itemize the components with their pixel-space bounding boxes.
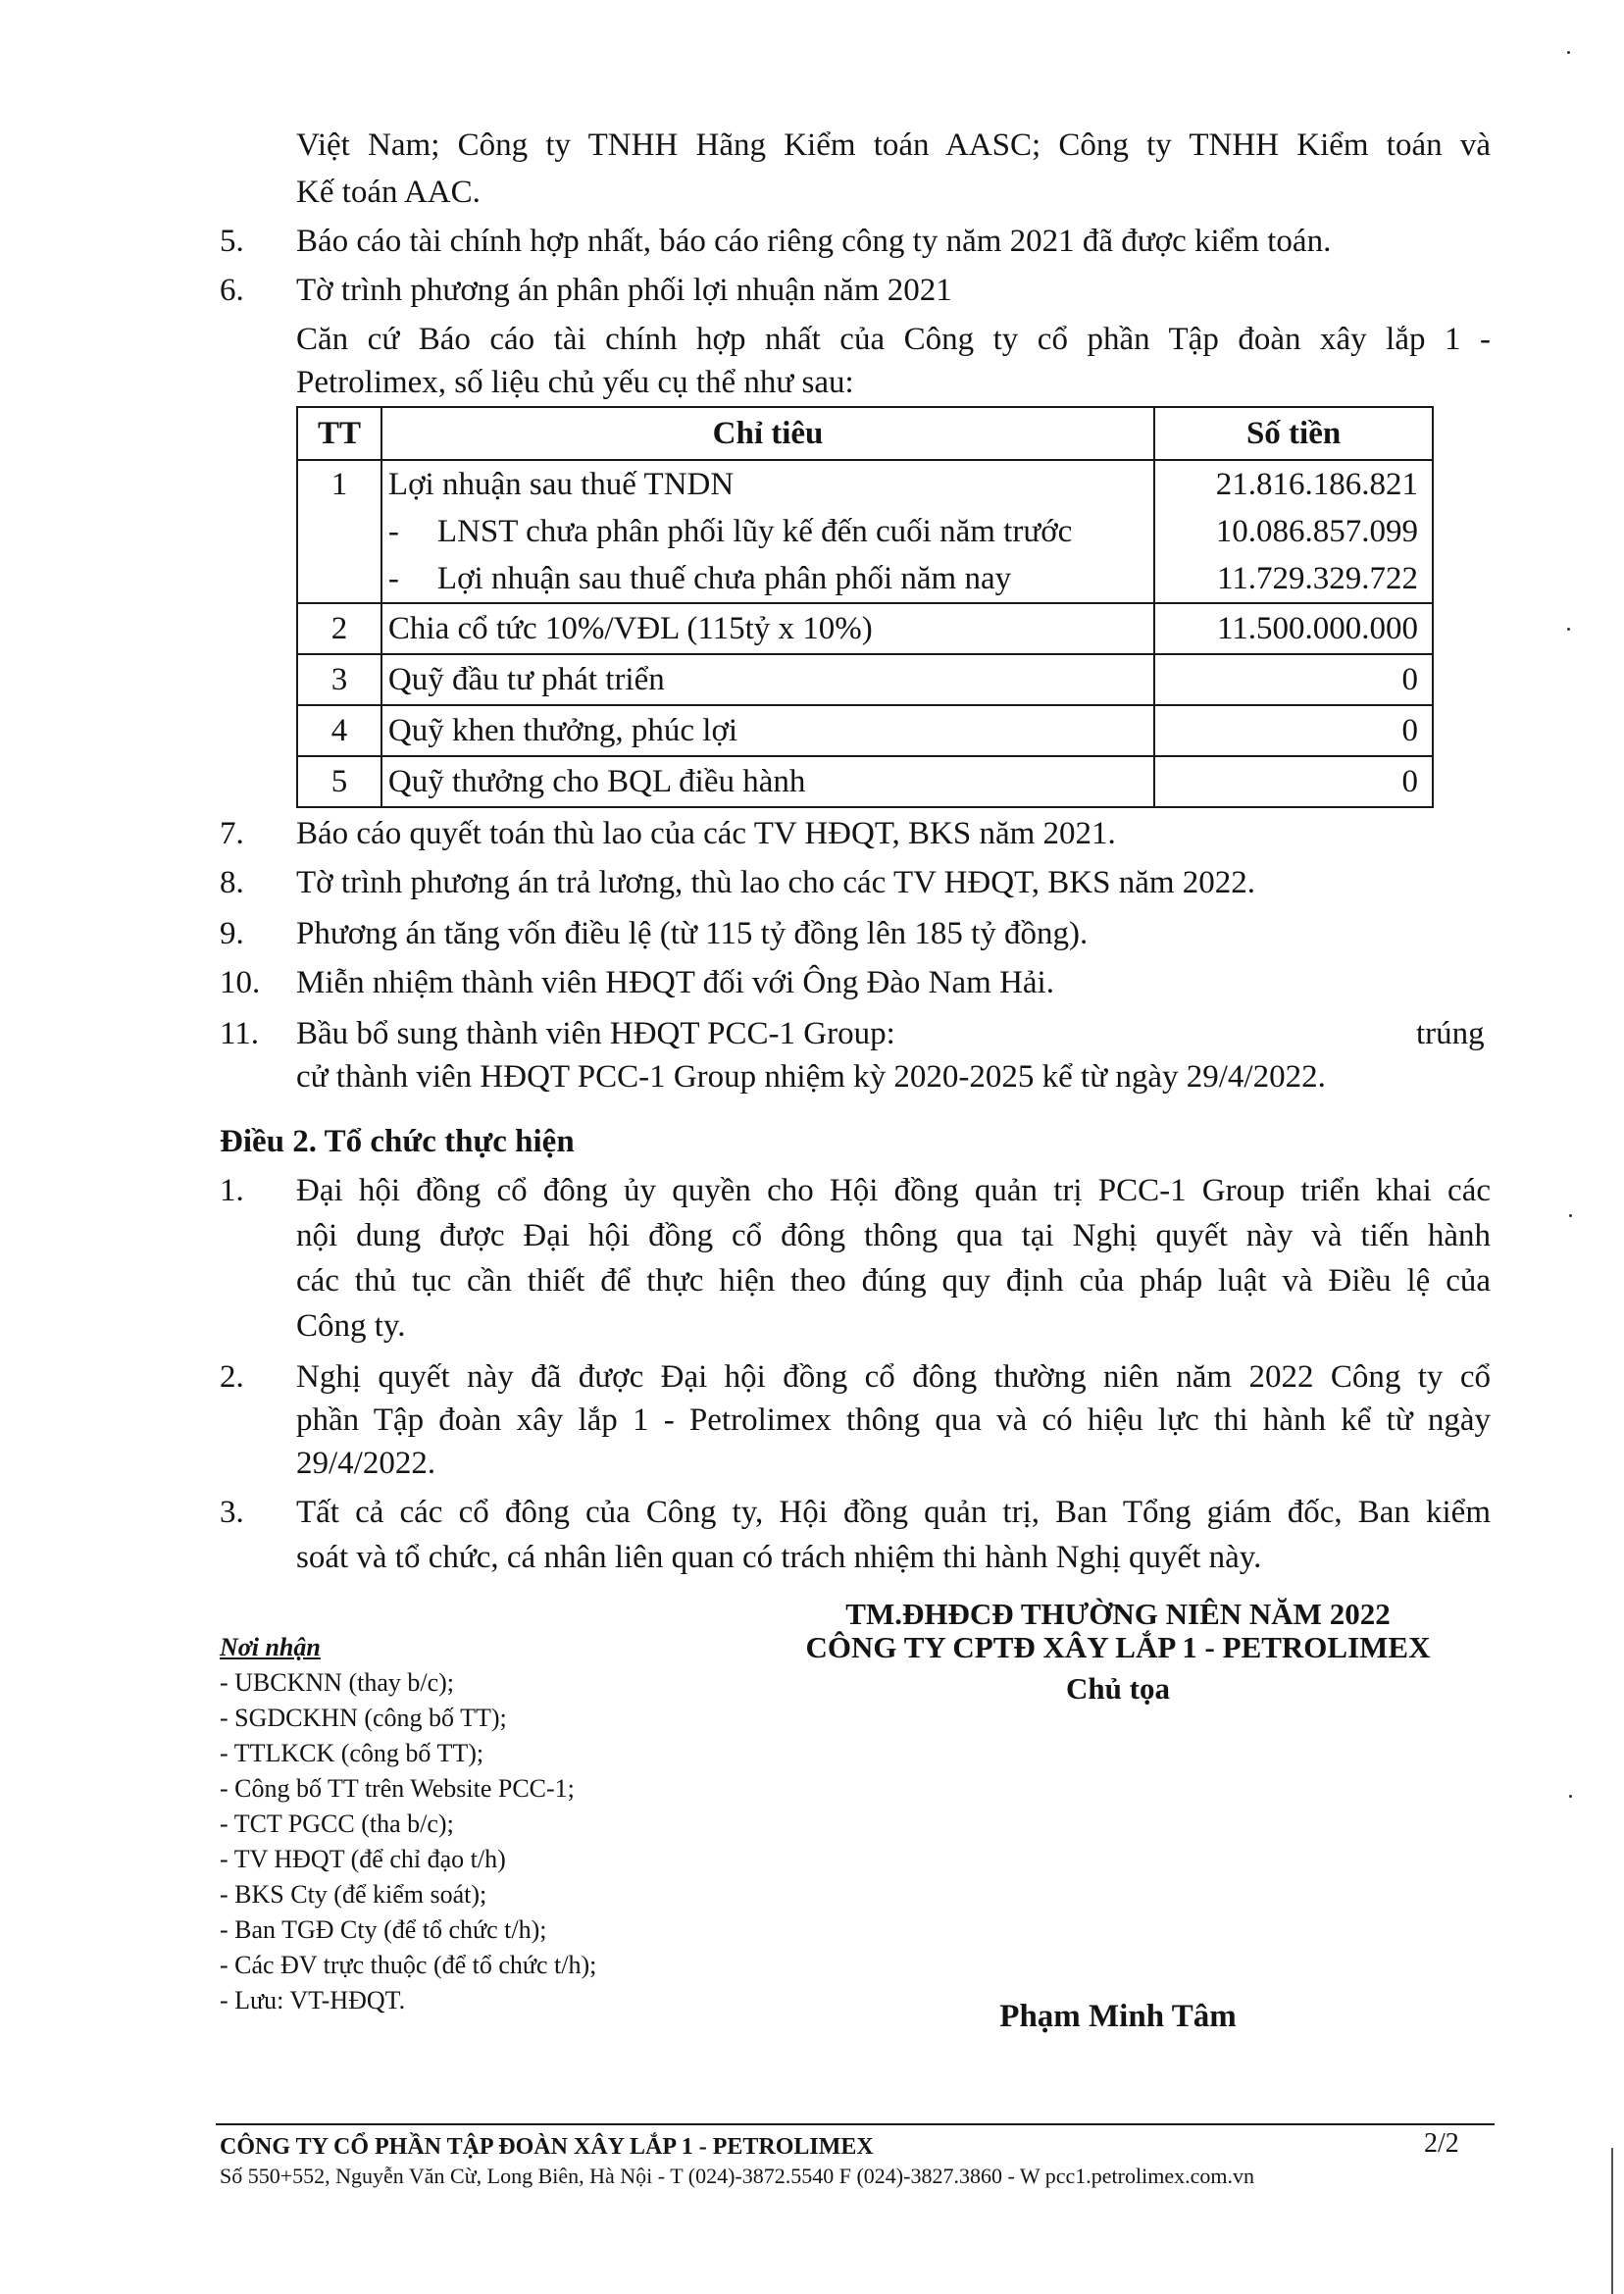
- recipient-item: - Lưu: VT-HĐQT.: [220, 1986, 406, 2014]
- row-tt: 1: [330, 467, 348, 502]
- item-text: Đại hội đồng cổ đông ủy quyền cho Hội đồng quản trị PCC-1 Group triển khai các: [296, 1173, 1491, 1208]
- scan-speck: [1567, 628, 1570, 631]
- basis-line-2: Petrolimex, số liệu chủ yếu cụ thể như sau:: [296, 365, 854, 400]
- item-number: 5.: [220, 224, 244, 259]
- item-text: cử thành viên HĐQT PCC-1 Group nhiệm kỳ 2020-2025 kể từ ngày 29/4/2022.: [296, 1059, 1326, 1095]
- item-number: 8.: [220, 865, 244, 900]
- table-row: [297, 603, 1433, 654]
- item-text: Bầu bổ sung thành viên HĐQT PCC-1 Group:: [296, 1016, 895, 1051]
- table-row: [297, 654, 1433, 705]
- intro-line-1: Việt Nam; Công ty TNHH Hãng Kiểm toán AASC; Công ty TNHH Kiểm toán và: [296, 127, 1491, 163]
- sub-row-label: Lợi nhuận sau thuế chưa phân phối năm nay: [436, 561, 1012, 596]
- row-label: Lợi nhuận sau thuế TNDN: [387, 467, 735, 502]
- recipients-title: Nơi nhận: [220, 1633, 321, 1661]
- scan-speck: [1569, 1214, 1572, 1217]
- item-text: Báo cáo tài chính hợp nhất, báo cáo riêng công ty năm 2021 đã được kiểm toán.: [296, 224, 1332, 259]
- signature-title-2: CÔNG TY CPTĐ XÂY LẮP 1 - PETROLIMEX: [805, 1630, 1431, 1664]
- item-text: Miễn nhiệm thành viên HĐQT đối với Ông Đào Nam Hải.: [296, 965, 1054, 1000]
- recipient-item: - UBCKNN (thay b/c);: [220, 1668, 455, 1697]
- item-text: các thủ tục cần thiết để thực hiện theo đúng quy định của pháp luật và Điều lệ của: [296, 1263, 1491, 1299]
- profit-distribution-table: [296, 406, 1434, 808]
- footer-address: Số 550+552, Nguyễn Văn Cừ, Long Biên, Hà Nội - T (024)-3872.5540 F (024)-3827.3860 - W pcc1.petrolimex.com.vn: [220, 2164, 1254, 2188]
- page-number: 2/2: [1424, 2128, 1459, 2159]
- item-number: 6.: [220, 273, 244, 308]
- footer-divider: [216, 2123, 1495, 2125]
- header-tt: TT: [297, 407, 381, 460]
- item-number: 2.: [220, 1359, 244, 1395]
- dash-bullet: -: [387, 561, 399, 596]
- header-chi-tieu: Chỉ tiêu: [381, 407, 1154, 460]
- item-text: Tất cả các cổ đông của Công ty, Hội đồng quản trị, Ban Tổng giám đốc, Ban kiểm: [296, 1495, 1491, 1530]
- item-number: 9.: [220, 916, 244, 951]
- signature-title-1: TM.ĐHĐCĐ THƯỜNG NIÊN NĂM 2022: [845, 1597, 1391, 1631]
- intro-line-2: Kế toán AAC.: [296, 175, 481, 210]
- recipient-item: - TV HĐQT (để chỉ đạo t/h): [220, 1845, 506, 1873]
- recipient-item: - Các ĐV trực thuộc (để tổ chức t/h);: [220, 1951, 597, 1979]
- recipients-list: [220, 1630, 596, 2018]
- signature-role: Chủ tọa: [1066, 1671, 1170, 1706]
- table-row: [297, 756, 1433, 807]
- item-text: Tờ trình phương án phân phối lợi nhuận năm 2021: [296, 273, 952, 308]
- item-text: Nghị quyết này đã được Đại hội đồng cổ đông thường niên năm 2022 Công ty cổ: [296, 1359, 1491, 1395]
- item-text: soát và tổ chức, cá nhân liên quan có trách nhiệm thi hành Nghị quyết này.: [296, 1540, 1262, 1575]
- sub-row-amount: 10.086.857.099: [1215, 514, 1418, 549]
- recipient-item: - BKS Cty (để kiểm soát);: [220, 1880, 487, 1909]
- recipient-item: - SGDCKHN (công bố TT);: [220, 1704, 507, 1732]
- row-tt: 2: [297, 603, 381, 654]
- recipient-item: - Ban TGĐ Cty (để tổ chức t/h);: [220, 1915, 547, 1944]
- row-label: Quỹ thưởng cho BQL điều hành: [381, 756, 1154, 807]
- scan-speck: [1567, 51, 1570, 54]
- row-label: Quỹ đầu tư phát triển: [381, 654, 1154, 705]
- item-text: phần Tập đoàn xây lắp 1 - Petrolimex thông qua và có hiệu lực thi hành kể từ ngày: [296, 1402, 1491, 1438]
- row-amount: 21.816.186.821: [1215, 467, 1418, 502]
- item-number: 1.: [220, 1173, 244, 1208]
- item-text: trúng: [1416, 1016, 1485, 1051]
- table-row: [297, 460, 1433, 603]
- row-tt: 5: [297, 756, 381, 807]
- row-label: Quỹ khen thưởng, phúc lợi: [381, 705, 1154, 756]
- item-text: Báo cáo quyết toán thù lao của các TV HĐQT, BKS năm 2021.: [296, 816, 1116, 851]
- item-text: Tờ trình phương án trả lương, thù lao cho các TV HĐQT, BKS năm 2022.: [296, 865, 1256, 900]
- item-number: 10.: [220, 965, 261, 1000]
- sub-row-label: LNST chưa phân phối lũy kế đến cuối năm trước: [436, 514, 1073, 549]
- dash-bullet: -: [387, 514, 399, 549]
- footer-company: CÔNG TY CỔ PHẦN TẬP ĐOÀN XÂY LẮP 1 - PETROLIMEX: [220, 2134, 874, 2160]
- header-so-tien: Số tiền: [1154, 407, 1433, 460]
- item-number: 7.: [220, 816, 244, 851]
- row-amount: 0: [1154, 705, 1433, 756]
- recipient-item: - TCT PGCC (tha b/c);: [220, 1810, 454, 1838]
- item-number: 11.: [220, 1016, 260, 1051]
- row-tt: 4: [297, 705, 381, 756]
- row-label: Chia cổ tức 10%/VĐL (115tỷ x 10%): [381, 603, 1154, 654]
- sub-row-amount: 11.729.329.722: [1216, 561, 1418, 596]
- basis-line-1: Căn cứ Báo cáo tài chính hợp nhất của Công ty cổ phần Tập đoàn xây lắp 1 -: [296, 322, 1491, 357]
- row-amount: 0: [1154, 756, 1433, 807]
- item-number: 3.: [220, 1495, 244, 1530]
- table-header-row: [297, 407, 1433, 460]
- item-text: nội dung được Đại hội đồng cổ đông thông qua tại Nghị quyết này và tiến hành: [296, 1218, 1491, 1253]
- signatory-name: Phạm Minh Tâm: [999, 1999, 1237, 2034]
- row-amount: 0: [1154, 654, 1433, 705]
- row-amount: 11.500.000.000: [1154, 603, 1433, 654]
- recipient-item: - TTLKCK (công bố TT);: [220, 1739, 484, 1767]
- scan-speck: [1569, 1795, 1572, 1798]
- recipient-item: - Công bố TT trên Website PCC-1;: [220, 1774, 575, 1803]
- table-row: [297, 705, 1433, 756]
- item-text: Công ty.: [296, 1308, 406, 1344]
- item-text: 29/4/2022.: [296, 1446, 436, 1481]
- row-tt: 3: [297, 654, 381, 705]
- article-heading: Điều 2. Tổ chức thực hiện: [220, 1124, 575, 1159]
- scan-edge-line: [1611, 2148, 1613, 2294]
- item-text: Phương án tăng vốn điều lệ (từ 115 tỷ đồng lên 185 tỷ đồng).: [296, 916, 1089, 951]
